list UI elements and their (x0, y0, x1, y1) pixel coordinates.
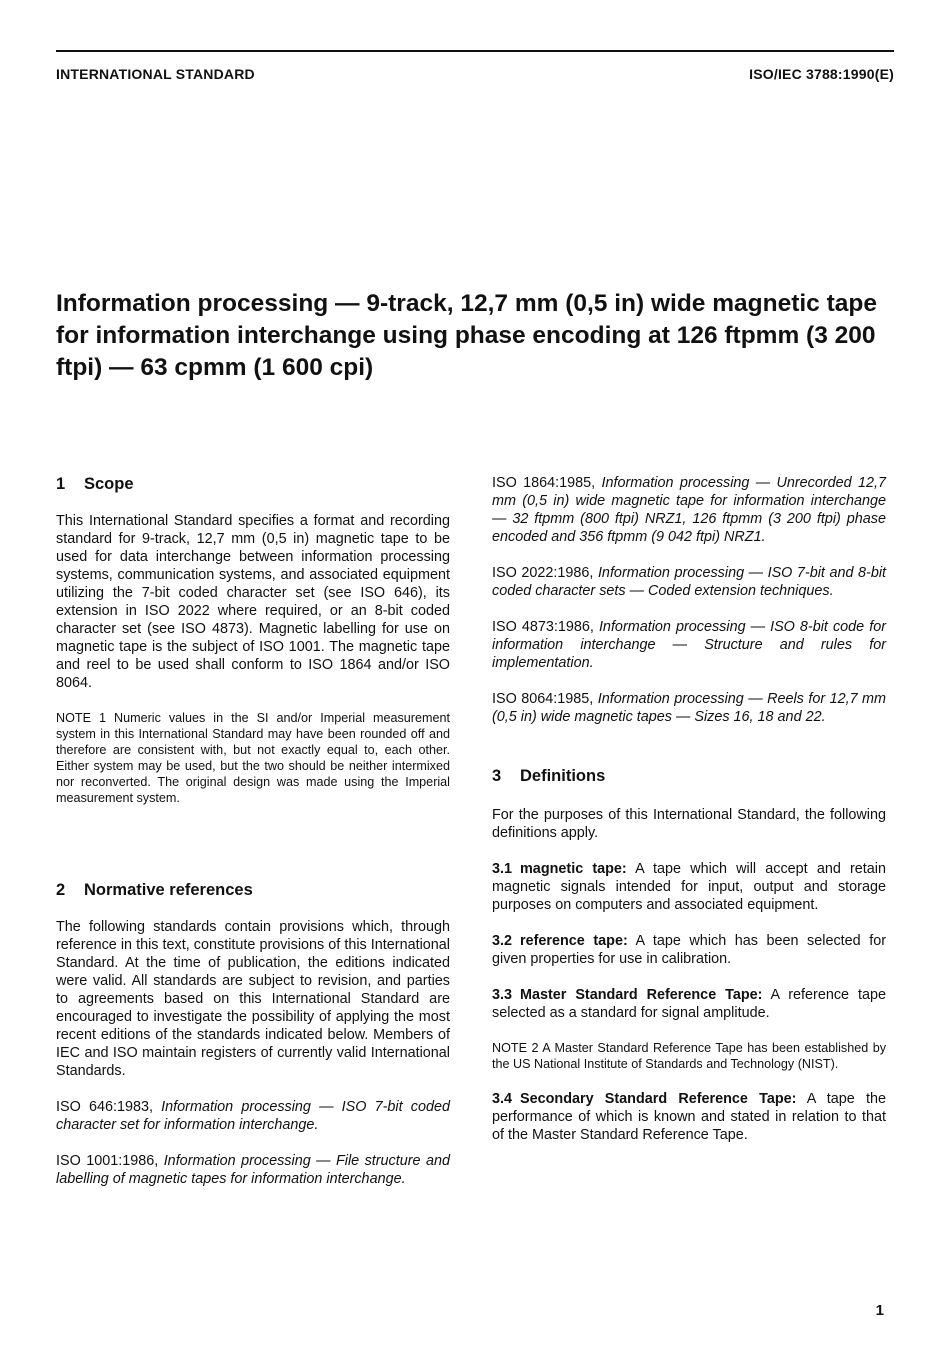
header-rule (56, 50, 894, 52)
reference-iso-646 (56, 1098, 450, 1134)
definition-3-4 (492, 1090, 886, 1144)
defined-term: Master Standard Reference Tape: (520, 987, 763, 1003)
section-number: 1 (56, 475, 66, 493)
definition-3-2 (492, 932, 886, 968)
section-number: 3 (492, 767, 502, 785)
section-title: Scope (84, 475, 134, 493)
right-column (492, 474, 886, 1144)
reference-iso-1001 (56, 1152, 450, 1188)
defined-term: Secondary Standard Reference Tape: (520, 1091, 797, 1107)
reference-iso-4873 (492, 618, 886, 672)
reference-id: ISO 2022:1986, (492, 565, 594, 581)
reference-title: Information processing — ISO 8-bit code for information interchange — Structure and rules for implementation. (492, 619, 887, 671)
clause-number: 3.3 (492, 987, 513, 1003)
reference-id: ISO 1001:1986, (56, 1153, 159, 1169)
defined-term: magnetic tape: (520, 861, 627, 877)
definition-3-3 (492, 986, 886, 1022)
reference-iso-2022 (492, 564, 886, 600)
standard-number: ISO/IEC 3788:1990(E) (749, 66, 894, 82)
definition-text: A tape the performance of which is known and stated in relation to that of the Master Standard Reference Tape. (492, 1091, 886, 1143)
definition-text: A tape which has been selected for given properties for use in calibration. (492, 933, 886, 967)
section-number: 2 (56, 881, 66, 899)
reference-id: ISO 4873:1986, (492, 619, 594, 635)
reference-title: Information processing — Unrecorded 12,7 mm (0,5 in) wide magnetic tape for information interchange — 32 ftpmm (800 ftpi) NRZ1, 126 ftpmm (3 200 ftpi) phase encoded and 356 ftpmm (9 042 ftpi) NRZ1. (492, 475, 887, 545)
reference-id: ISO 1864:1985, (492, 475, 596, 491)
reference-id: ISO 8064:1985, (492, 691, 594, 707)
section-heading-definitions (492, 766, 886, 786)
definitions-intro: For the purposes of this International Standard, the following definitions apply. (492, 807, 886, 841)
definition-text: A tape which will accept and retain magnetic signals intended for input, output and storage purposes on computers and associated equipment. (492, 861, 886, 913)
clause-number: 3.2 (492, 933, 513, 949)
clause-number: 3.1 (492, 861, 513, 877)
definition-text: A reference tape selected as a standard for signal amplitude. (492, 987, 886, 1021)
reference-iso-8064 (492, 690, 886, 726)
reference-id: ISO 646:1983, (56, 1099, 153, 1115)
document-type: INTERNATIONAL STANDARD (56, 66, 255, 82)
section-heading-scope (56, 474, 450, 494)
clause-number: 3.4 (492, 1091, 513, 1107)
note-2: NOTE 2 A Master Standard Reference Tape has been established by the US National Institute of Standards and Technology (NIST). (492, 1041, 886, 1071)
definition-3-1 (492, 860, 886, 914)
scope-paragraph: This International Standard specifies a format and recording standard for 9-track, 12,7 mm (0,5 in) magnetic tape to be used for data interchange between information processing systems, communication systems, and associated equipment utilizing the 7-bit coded character set (see ISO 646), its extension in ISO 2022 where required, or an 8-bit coded character set (see ISO 4873). Magnetic labelling for use on magnetic tape is the subject of ISO 1001. The magnetic tape and reel to be used shall conform to ISO 1864 and/or ISO 8064. (56, 513, 450, 691)
reference-title: Information processing — File structure and labelling of magnetic tapes for information interchange. (56, 1153, 450, 1187)
reference-title: Information processing — Reels for 12,7 mm (0,5 in) wide magnetic tapes — Sizes 16, 18 and 22. (492, 691, 887, 725)
reference-iso-1864 (492, 474, 886, 546)
document-title: Information processing — 9-track, 12,7 mm (0,5 in) wide magnetic tape for information interchange using phase encoding at 126 ftpmm (3 200 ftpi) — 63 cpmm (1 600 cpi) (56, 290, 877, 381)
defined-term: reference tape: (520, 933, 628, 949)
left-column (56, 474, 450, 1188)
page-number: 1 (875, 1302, 884, 1319)
section-title: Definitions (520, 767, 606, 785)
reference-title: Information processing — ISO 7-bit and 8-bit coded character sets — Coded extension techniques. (492, 565, 887, 599)
note-1: NOTE 1 Numeric values in the SI and/or Imperial measurement system in this International Standard may have been rounded off and therefore are consistent with, but not exactly equal to, each other. Either system may be used, but the two should be neither intermixed nor reconverted. The original design was made using the Imperial measurement system. (56, 711, 450, 805)
section-title: Normative references (84, 881, 253, 899)
normative-paragraph: The following standards contain provisions which, through reference in this text, constitute provisions of this International Standard. At the time of publication, the editions indicated were valid. All standards are subject to revision, and parties to agreements based on this International Standard are encouraged to investigate the possibility of applying the most recent editions of the standards indicated below. Members of IEC and ISO maintain registers of currently valid International Standards. (56, 919, 450, 1079)
reference-title: Information processing — ISO 7-bit coded character set for information interchange. (56, 1099, 450, 1133)
section-heading-normative-references (56, 880, 450, 900)
